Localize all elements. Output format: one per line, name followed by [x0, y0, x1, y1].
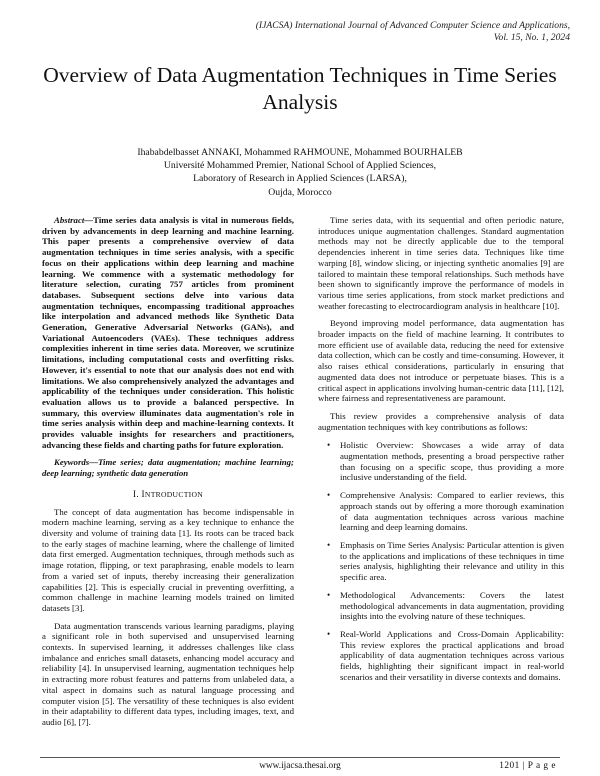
- bullet-icon: •: [327, 490, 331, 501]
- right-paragraph-2: Beyond improving model performance, data augmentation has broader impacts on the field of machine learning. It contributes to more efficient use of available data, reducing the need for extensive data collection, which can be costly and time-consuming. However, it also raises ethical considerations, particularly in ensuring that augmented data does not introduce or perpetuate biases. This is a critical aspect in applications involving human-centric data [11], [12], where fairness and representativeness are paramount.: [318, 318, 564, 404]
- page-number: 1201 | P a g e: [499, 761, 556, 771]
- section-title-initial: I: [141, 488, 145, 499]
- right-paragraph-1: Time series data, with its sequential and often periodic nature, introduces unique augmentation challenges. Standard augmentation methods may not be directly applicable due to the temporal dependencies inherent in time series data. Techniques like time warping [8], window slicing, or injecting synthetic anomalies [9] are tailored to maintain these temporal relationships. Such methods have been shown to significantly improve the performance of models in various time series applications, from stock market predictions and weather forecasting to electrocardiogram analysis in healthcare [10].: [318, 215, 564, 311]
- journal-header: [150, 20, 570, 44]
- list-item: [318, 540, 564, 583]
- list-item: [318, 440, 564, 483]
- footer-divider: [40, 757, 560, 758]
- paper-title: Overview of Data Augmentation Techniques in Time Series Analysis: [43, 63, 557, 114]
- section-title-rest: NTRODUCTION: [144, 489, 204, 499]
- author-names: Ihababdelbasset ANNAKI, Mohammed RAHMOUNE, Mohammed BOURHALEB: [137, 147, 463, 158]
- bullet-icon: •: [327, 628, 331, 639]
- list-item-text: Comprehensive Analysis: Compared to earlier reviews, this approach stands out by offering a more thorough examination of data augmentation techniques across various machine learning and deep learning domains.: [340, 490, 564, 533]
- abstract-text: Time series data analysis is vital in numerous fields, driven by advancements in deep learning and machine learning. This paper presents a comprehensive overview of data augmentation techniques in time series analysis, with a specific focus on their applications within deep learning and machine learning. We commence with a systematic methodology for literature selection, curating 757 articles from prominent databases. Subsequent sections delve into various data augmentation techniques, encompassing traditional approaches like interpolation and advanced methods like Synthetic Data Generation, Generative Adversarial Networks (GANs), and Variational Autoencoders (VAEs). These techniques address complexities inherent in time series data. Moreover, we scrutinize limitations, including computational costs and overfitting risks. However, it's essential to note that our analysis does not end with limitations. We also comprehensively analyzed the advantages and applicability of the techniques under consideration. This holistic evaluation allows us to provide a balanced perspective. In summary, this overview illuminates data augmentation's role in time series analysis within deep and machine-learning contexts. It provides valuable insights for researchers and practitioners, advancing these fields and charting paths for future exploration.: [42, 215, 294, 450]
- abstract-label: Abstract—: [54, 215, 94, 225]
- list-item-text: Methodological Advancements: Covers the latest methodological advancements in data augmentation, providing insights into the evolving nature of these techniques.: [340, 589, 564, 622]
- intro-paragraph-1: The concept of data augmentation has become indispensable in modern machine learning, serving as a key technique to enhance the diversity and volume of training data [1]. Its roots can be traced back to the early stages of machine learning, where the challenge of limited data first emerged. Augmentation techniques, through methods such as image rotation, flipping, or text paraphrasing, enable models to learn from a varied set of inputs, thereby increasing their generalization capabilities [2]. This is especially crucial in preventing overfitting, a common challenge in machine learning models trained on limited datasets [3].: [42, 506, 294, 613]
- bullet-icon: •: [327, 589, 331, 600]
- right-paragraph-3: This review provides a comprehensive analysis of data augmentation techniques with key contributions as follows:: [318, 410, 564, 432]
- list-item: [318, 490, 564, 533]
- left-column: [42, 215, 294, 728]
- journal-header-line1: (IJACSA) International Journal of Advanced Computer Science and Applications,: [255, 20, 570, 31]
- list-item-text: Holistic Overview: Showcases a wide array of data augmentation methods, presenting a broad perspective rather than focusing on a specific scope, thus providing a more inclusive understanding of the field.: [340, 440, 564, 483]
- abstract: [42, 215, 294, 450]
- affiliation-line2: Laboratory of Research in Applied Sciences (LARSA),: [193, 173, 407, 185]
- affiliation-city: Oujda, Morocco: [268, 186, 332, 198]
- list-item-text: Real-World Applications and Cross-Domain Applicability: This review explores the practical applications and broad applicability of data augmentation techniques across various fields, highlighting their significant impact in real-world scenarios and their versatility in diverse contexts and domains.: [340, 628, 564, 682]
- list-item: [318, 629, 564, 683]
- contribution-list: [318, 440, 564, 682]
- list-item: [318, 590, 564, 622]
- section-heading-introduction: [42, 489, 294, 501]
- right-column: [318, 215, 564, 689]
- affiliation-line1: Université Mohammed Premier, National School of Applied Sciences,: [163, 160, 437, 172]
- bullet-icon: •: [327, 539, 331, 550]
- list-item-text: Emphasis on Time Series Analysis: Particular attention is given to the applications and implications of these techniques in time series analysis, highlighting their relevance and utility in this specific area.: [340, 539, 564, 583]
- section-number: I.: [132, 488, 139, 499]
- bullet-icon: •: [327, 440, 331, 451]
- author-block: [40, 146, 560, 199]
- keywords: Keywords—Time series; data augmentation; machine learning; deep learning; synthetic data generation: [42, 457, 294, 479]
- journal-header-line2: Vol. 15, No. 1, 2024: [493, 32, 570, 43]
- intro-paragraph-2: Data augmentation transcends various learning paradigms, playing a significant role in both supervised and unsupervised learning contexts. In supervised learning, it addresses challenges like class imbalance and enriches small datasets, enhancing model accuracy and reliability [4]. In unsupervised learning, augmentation techniques help in extracting more robust features and patterns from unlabeled data, a vital aspect in domains such as natural language processing and computer vision [5]. The versatility of these techniques is also evident in their adaptability to different data types, including images, text, and audio [6], [7].: [42, 620, 294, 727]
- footer-url: www.ijacsa.thesai.org: [259, 761, 341, 771]
